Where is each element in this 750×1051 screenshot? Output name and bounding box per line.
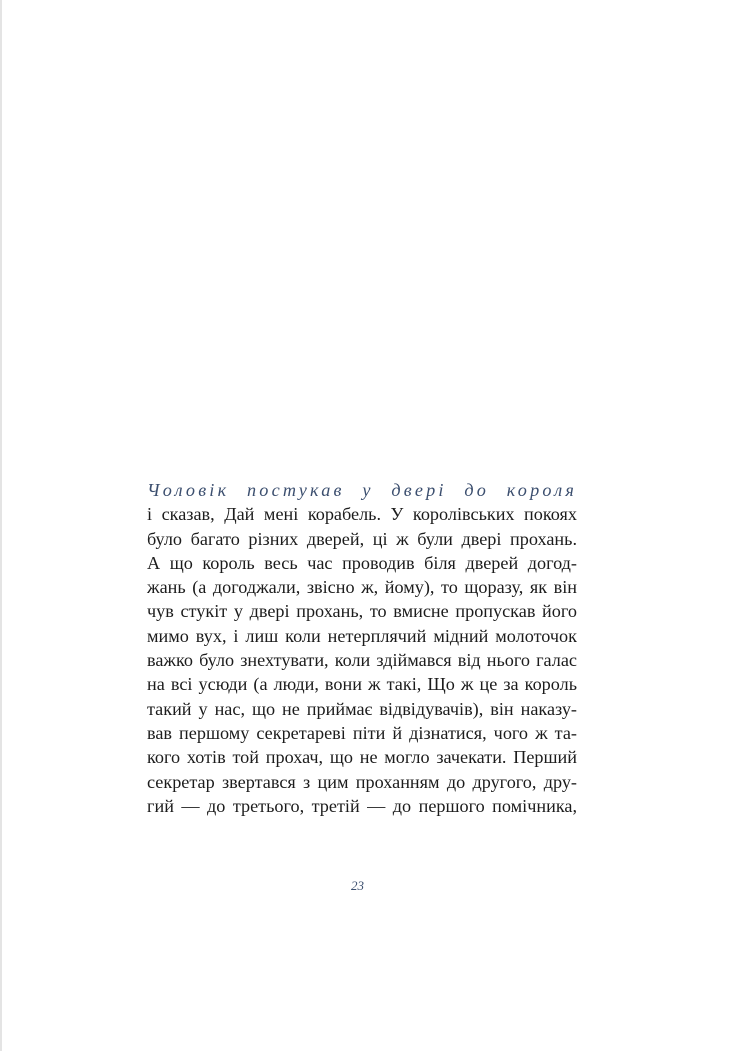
page-number: 23	[351, 878, 364, 893]
text-line: кого хотів той прохач, що не могло зачекати. Перший	[147, 747, 577, 768]
text-line: жань (а догоджали, звісно ж, йому), то щоразу, як він	[147, 577, 577, 598]
text-line: важко було знехтувати, коли здіймався від нього галас	[147, 650, 577, 671]
text-line: було багато різних дверей, ці ж були двері прохань.	[147, 528, 577, 549]
text-line: на всі усюди (а люди, вони ж такі, Що ж це за король	[147, 674, 577, 695]
text-line: і сказав, Дай мені корабель. У королівських покоях	[147, 504, 577, 525]
text-line: такий у нас, що не приймає відвідувачів), він наказу-	[147, 698, 577, 719]
text-line: гий — до третього, третій — до першого помічника,	[147, 795, 577, 816]
body-text	[147, 478, 577, 818]
text-line: секретар звертався з цим проханням до другого, дру-	[147, 771, 577, 792]
text-line: мимо вух, і лиш коли нетерплячий мідний молоточок	[147, 625, 577, 646]
text-line: А що король весь час проводив біля дверей догод-	[147, 552, 577, 573]
text-line: вав першому секретареві піти й дізнатися, чого ж та-	[147, 722, 577, 743]
opening-phrase: Чоловік постукав у двері до короля	[147, 480, 577, 500]
text-line: чув стукіт у двері прохань, то вмисне пропускав його	[147, 601, 577, 622]
